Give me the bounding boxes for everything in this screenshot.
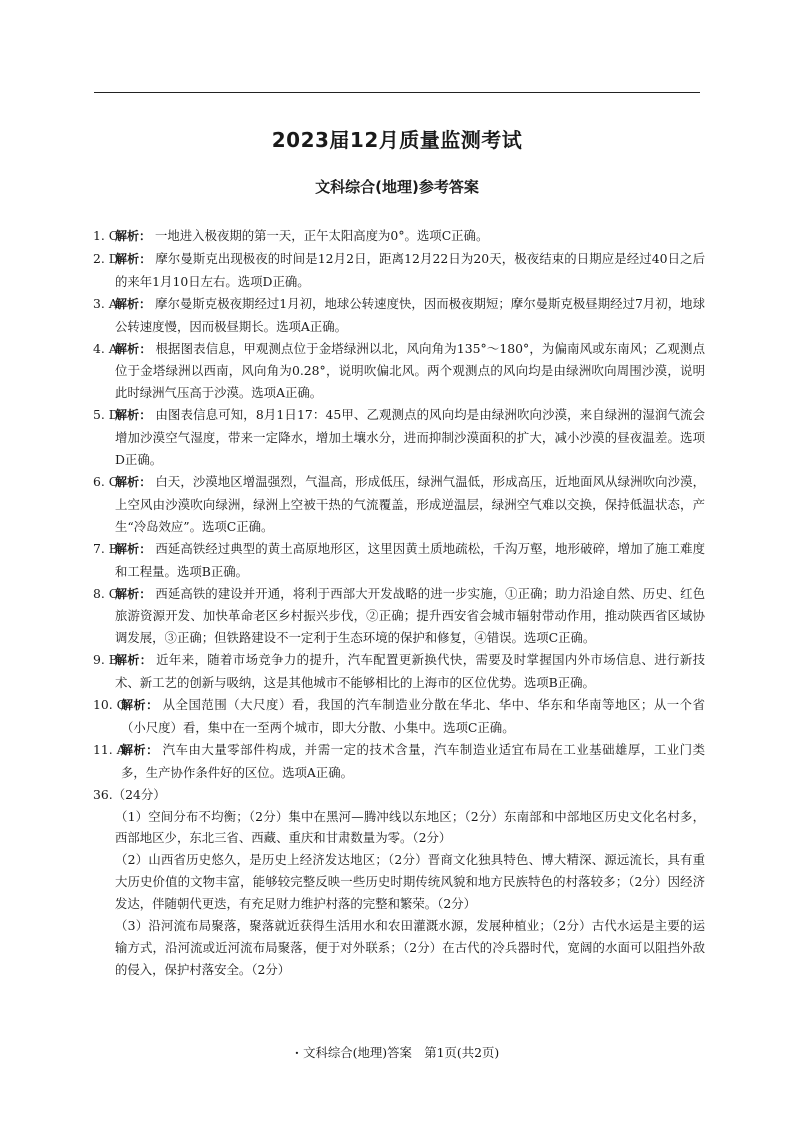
answer-item	[93, 694, 705, 739]
analysis-label: 解析：	[115, 653, 153, 668]
answer-number: 1. C	[93, 228, 119, 243]
question-36-part: （1）空间分布不均衡；（2分）集中在黑河—腾冲线以东地区；（2分）东南部和中部地区历史文化名村多，西部地区少，东北三省、西藏、重庆和甘肃数量为零。（2分）	[115, 808, 705, 846]
answer-text: 摩尔曼斯克出现极夜的时间是12月2日，距离12月22日为20天，极夜结束的日期应是经过40日之后的来年1月10日左右。选项D正确。	[115, 250, 705, 289]
answer-number: 5. D	[93, 407, 119, 423]
answer-body	[121, 694, 705, 739]
page-title: 2023届12月质量监测考试	[271, 128, 523, 152]
answer-item	[93, 739, 705, 784]
answer-content	[93, 225, 705, 981]
analysis-label: 解析：	[115, 586, 152, 601]
answer-body	[115, 649, 705, 694]
analysis-label: 解析：	[115, 408, 152, 423]
answer-item	[93, 404, 705, 471]
answer-text: 根据图表信息，甲观测点位于金塔绿洲以北，风向角为135°～180°，为偏南风或东南风；乙观测点位于金塔绿洲以西南，风向角为0.28°，说明吹偏北风。两个观测点的风向均是由绿洲吹向周围沙漠，说明此时绿洲气压高于沙漠。选项A正确。	[115, 340, 705, 401]
answer-item	[93, 248, 705, 293]
answer-body	[115, 293, 705, 338]
analysis-label: 解析：	[121, 742, 159, 757]
question-36-parts	[93, 806, 705, 981]
answer-text: 白天，沙漠地区增温强烈，气温高，形成低压，绿洲气温低，形成高压，近地面风从绿洲吹向沙漠，上空风由沙漠吹向绿洲，绿洲上空被干热的气流覆盖，形成逆温层，绿洲空气难以交换，保持低温状态，产生“冷岛效应”。选项C正确。	[115, 473, 705, 534]
answer-body	[115, 404, 705, 471]
answer-text: 汽车由大量零部件构成，并需一定的技术含量，汽车制造业适宜布局在工业基础雄厚，工业门类多，生产协作条件好的区位。选项A正确。	[121, 741, 705, 780]
answer-body	[115, 538, 705, 583]
answer-body	[115, 471, 705, 538]
answer-number: 7. B	[93, 540, 118, 556]
page-subtitle: 文科综合(地理)参考答案	[315, 178, 479, 196]
footer-text: 文科综合(地理)答案 第1页(共2页)	[303, 1045, 500, 1060]
answer-body	[115, 248, 705, 293]
question-36-part: （2）山西省历史悠久，是历史上经济发达地区；（2分）晋商文化独具特色、博大精深、源远流长，具有重大历史价值的文物丰富，能够较完整反映一些历史时期传统风貌和地方民族特色的村落较多；（2分）因经济发达，伴随朝代更迭，有充足财力维护村落的完整和繁荣。（2分）	[115, 852, 705, 912]
analysis-label: 解析：	[115, 229, 152, 243]
answer-body	[115, 583, 705, 650]
answer-number: 11. A	[93, 741, 126, 757]
answer-text: 从全国范围（大尺度）看，我国的汽车制造业分散在华北、华中、华东和华南等地区；从一个省（小尺度）看，集中在一至两个城市，即大分散、小集中。选项C正确。	[121, 697, 705, 735]
answer-number: 2. D	[93, 250, 119, 266]
answer-text: 摩尔曼斯克极夜期经过1月初，地球公转速度快，因而极夜期短；摩尔曼斯克极昼期经过7月初，地球公转速度慢，因而极昼期长。选项A正确。	[115, 295, 705, 334]
analysis-label: 解析：	[115, 251, 152, 266]
answer-number: 6. C	[93, 473, 119, 489]
answer-text: 由图表信息可知，8月1日17：45甲、乙观测点的风向均是由绿洲吹向沙漠，来自绿洲的湿润气流会增加沙漠空气湿度，带来一定降水，增加土壤水分，进而抑制沙漠面积的扩大，减小沙漠的昼夜温差。选项D正确。	[115, 407, 705, 468]
answer-item	[93, 293, 705, 338]
answer-body	[121, 739, 705, 784]
answer-number: 10. C	[93, 697, 127, 713]
answer-item	[93, 649, 705, 694]
answer-number: 3. A	[93, 295, 118, 311]
answer-number: 8. C	[93, 585, 119, 601]
analysis-label: 解析：	[115, 541, 152, 556]
answer-number: 9. B	[93, 652, 118, 668]
answer-text: 西延高铁的建设并开通，将利于西部大开发战略的进一步实施，①正确；助力沿途自然、历史、红色旅游资源开发、加快革命老区乡村振兴步伐，②正确；提升西安省会城市辐射带动作用，推动陕西省区域协调发展，③正确；但铁路建设不一定利于生态环境的保护和修复，④错误。选项C正确。	[115, 585, 705, 646]
analysis-label: 解析：	[115, 474, 152, 489]
question-36-part: （3）沿河流布局聚落，聚落就近获得生活用水和农田灌溉水源，发展种植业；（2分）古代水运是主要的运输方式，沿河流或近河流布局聚落，便于对外联系；（2分）在古代的冷兵器时代，宽阔的水面可以阻挡外敌的侵入，保护村落安全。（2分）	[115, 918, 705, 977]
footer-dot: ·	[294, 1045, 300, 1060]
answer-number: 4. A	[93, 340, 118, 356]
question-36-heading: 36.（24分）	[93, 786, 166, 802]
answer-body	[115, 338, 705, 405]
answer-item	[93, 471, 705, 538]
answer-list	[93, 225, 705, 784]
analysis-label: 解析：	[115, 341, 152, 356]
answer-text: 一地进入极夜期的第一天，正午太阳高度为0°。选项C正确。	[155, 228, 489, 243]
header-rule	[94, 92, 700, 93]
page-footer	[0, 1043, 794, 1061]
answer-item	[93, 338, 705, 405]
answer-item	[93, 583, 705, 650]
answer-item	[93, 225, 705, 248]
analysis-label: 解析：	[115, 296, 152, 311]
answer-item	[93, 538, 705, 583]
answer-text: 近年来，随着市场竞争力的提升，汽车配置更新换代快，需要及时掌握国内外市场信息、进行新技术、新工艺的创新与吸纳，这是其他城市不能够相比的上海市的区位优势。选项B正确。	[115, 652, 705, 691]
answer-text: 西延高铁经过典型的黄土高原地形区，这里因黄土质地疏松，千沟万壑，地形破碎，增加了施工难度和工程量。选项B正确。	[115, 540, 705, 579]
analysis-label: 解析：	[121, 698, 159, 713]
answer-body	[115, 225, 705, 248]
